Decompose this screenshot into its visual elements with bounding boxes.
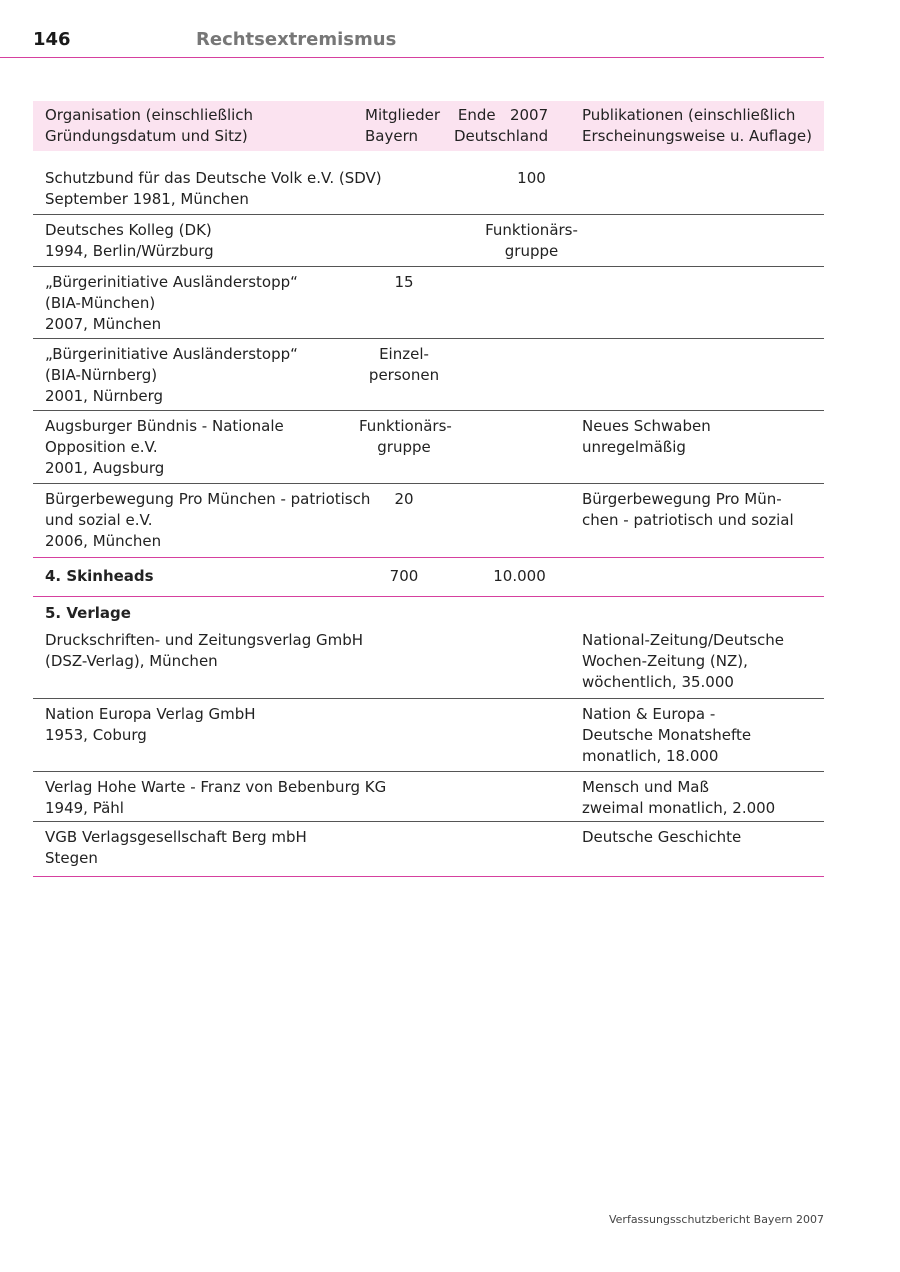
row-publication: Nation & Europa - Deutsche Monatshefte monatlich, 18.000 (582, 705, 752, 765)
table-row (33, 215, 824, 267)
row-organisation: Verlag Hohe Warte - Franz von Bebenburg KG 1949, Pähl (45, 778, 387, 817)
table-row (33, 822, 824, 877)
row-organisation: Augsburger Bündnis - Nationale Opposition e.V. 2001, Augsburg (45, 417, 284, 477)
table-row (33, 339, 824, 411)
header-members-bavaria: Mitglieder Bayern (365, 106, 440, 145)
row-members-bavaria: 15 (394, 273, 414, 291)
row-members-germany: Funktionärs- gruppe (485, 221, 578, 260)
table-row (33, 411, 824, 484)
row-publication: Deutsche Geschichte (582, 828, 742, 846)
row-organisation: Nation Europa Verlag GmbH 1953, Coburg (45, 705, 256, 744)
table-header (33, 101, 824, 151)
organisation-table (33, 101, 824, 877)
row-organisation: VGB Verlagsgesellschaft Berg mbH Stegen (45, 828, 307, 867)
row-publication: National-Zeitung/Deutsche Wochen-Zeitung (NZ), wöchentlich, 35.000 (582, 631, 785, 691)
row-organisation: „Bürgerinitiative Ausländerstopp“ (BIA-München) 2007, München (45, 273, 298, 333)
table-row (33, 699, 824, 772)
skinheads-members-bavaria: 700 (389, 567, 419, 585)
row-organisation: Bürgerbewegung Pro München - patriotisch und sozial e.V. 2006, München (45, 490, 371, 550)
skinheads-members-germany: 10.000 (493, 567, 546, 585)
row-members-bavaria: 20 (394, 490, 414, 508)
section-title: Rechtsextremismus (196, 29, 397, 50)
table-row (33, 267, 824, 339)
header-publications: Publikationen (einschließlich Erscheinungsweise u. Auflage) (582, 106, 812, 145)
row-organisation: „Bürgerinitiative Ausländerstopp“ (BIA-Nürnberg) 2001, Nürnberg (45, 345, 298, 405)
page-footer: Verfassungsschutzbericht Bayern 2007 (608, 1213, 824, 1226)
row-members-germany: 100 (517, 169, 546, 187)
header-end-2007-germany: Ende 2007 Deutschland (454, 106, 549, 145)
row-organisation: Deutsches Kolleg (DK) 1994, Berlin/Würzburg (45, 221, 214, 260)
table-row (33, 151, 824, 215)
row-publication: Mensch und Maß zweimal monatlich, 2.000 (582, 778, 776, 817)
table-row (33, 484, 824, 558)
table-row (33, 772, 824, 822)
row-organisation: Schutzbund für das Deutsche Volk e.V. (SDV) September 1981, München (45, 169, 382, 208)
row-organisation: Druckschriften- und Zeitungsverlag GmbH (DSZ-Verlag), München (45, 631, 364, 670)
row-members-bavaria: Einzel- personen (368, 345, 440, 384)
page-number: 146 (33, 29, 71, 50)
page-header (0, 0, 824, 58)
verlage-row (33, 597, 824, 699)
row-publication: Neues Schwaben unregelmäßig (582, 417, 711, 456)
skinheads-label: 4. Skinheads (45, 567, 154, 585)
row-members-bavaria: Funktionärs- gruppe (359, 417, 452, 456)
verlage-heading: 5. Verlage (45, 604, 131, 622)
row-publication: Bürgerbewegung Pro Mün- chen - patriotisch und sozial (582, 490, 794, 529)
skinheads-row (33, 558, 824, 597)
header-organisation: Organisation (einschließlich Gründungsdatum und Sitz) (45, 106, 254, 145)
